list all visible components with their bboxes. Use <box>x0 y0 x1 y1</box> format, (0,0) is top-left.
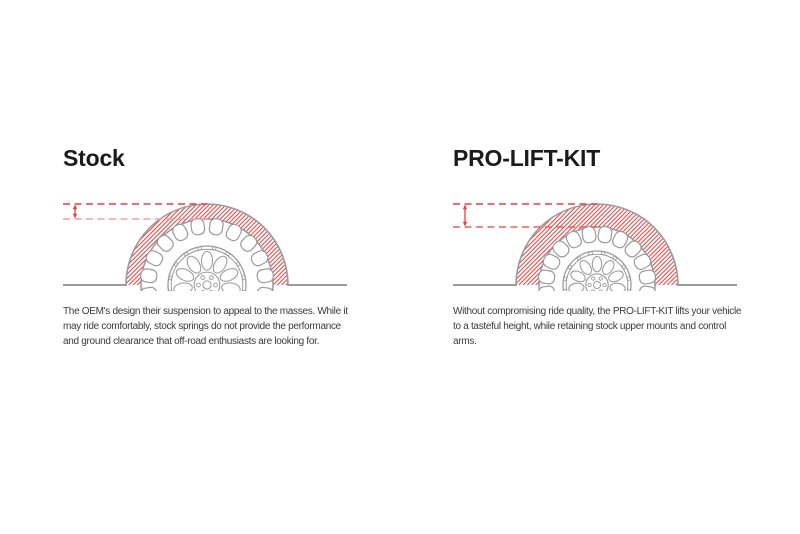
dimension-arrow-icon <box>73 205 77 218</box>
description-line: arms. <box>453 336 477 347</box>
description-line: The OEM's design their suspension to appeal to the masses. While it <box>63 306 348 317</box>
rim-hub <box>586 274 608 291</box>
pro-lift-kit-title: PRO-LIFT-KIT <box>453 145 601 171</box>
stock-description <box>63 304 353 349</box>
description-line: Without compromising ride quality, the PRO-LIFT-KIT lifts your vehicle <box>453 306 742 317</box>
pro-lift-kit-description <box>453 304 743 349</box>
dimension-arrow-icon <box>463 205 467 226</box>
panel-pro-lift-kit <box>453 145 743 349</box>
description-line: may ride comfortably, stock springs do not provide the performance <box>63 321 341 332</box>
panel-stock <box>63 145 353 349</box>
stock-wheel-arch-diagram <box>63 196 347 291</box>
stock-title: Stock <box>63 145 125 171</box>
description-line: and ground clearance that off-road enthusiasts are looking for. <box>63 336 320 347</box>
description-line: to a tasteful height, while retaining stock upper mounts and control <box>453 321 727 332</box>
pro-lift-kit-wheel-arch-diagram <box>453 196 737 291</box>
